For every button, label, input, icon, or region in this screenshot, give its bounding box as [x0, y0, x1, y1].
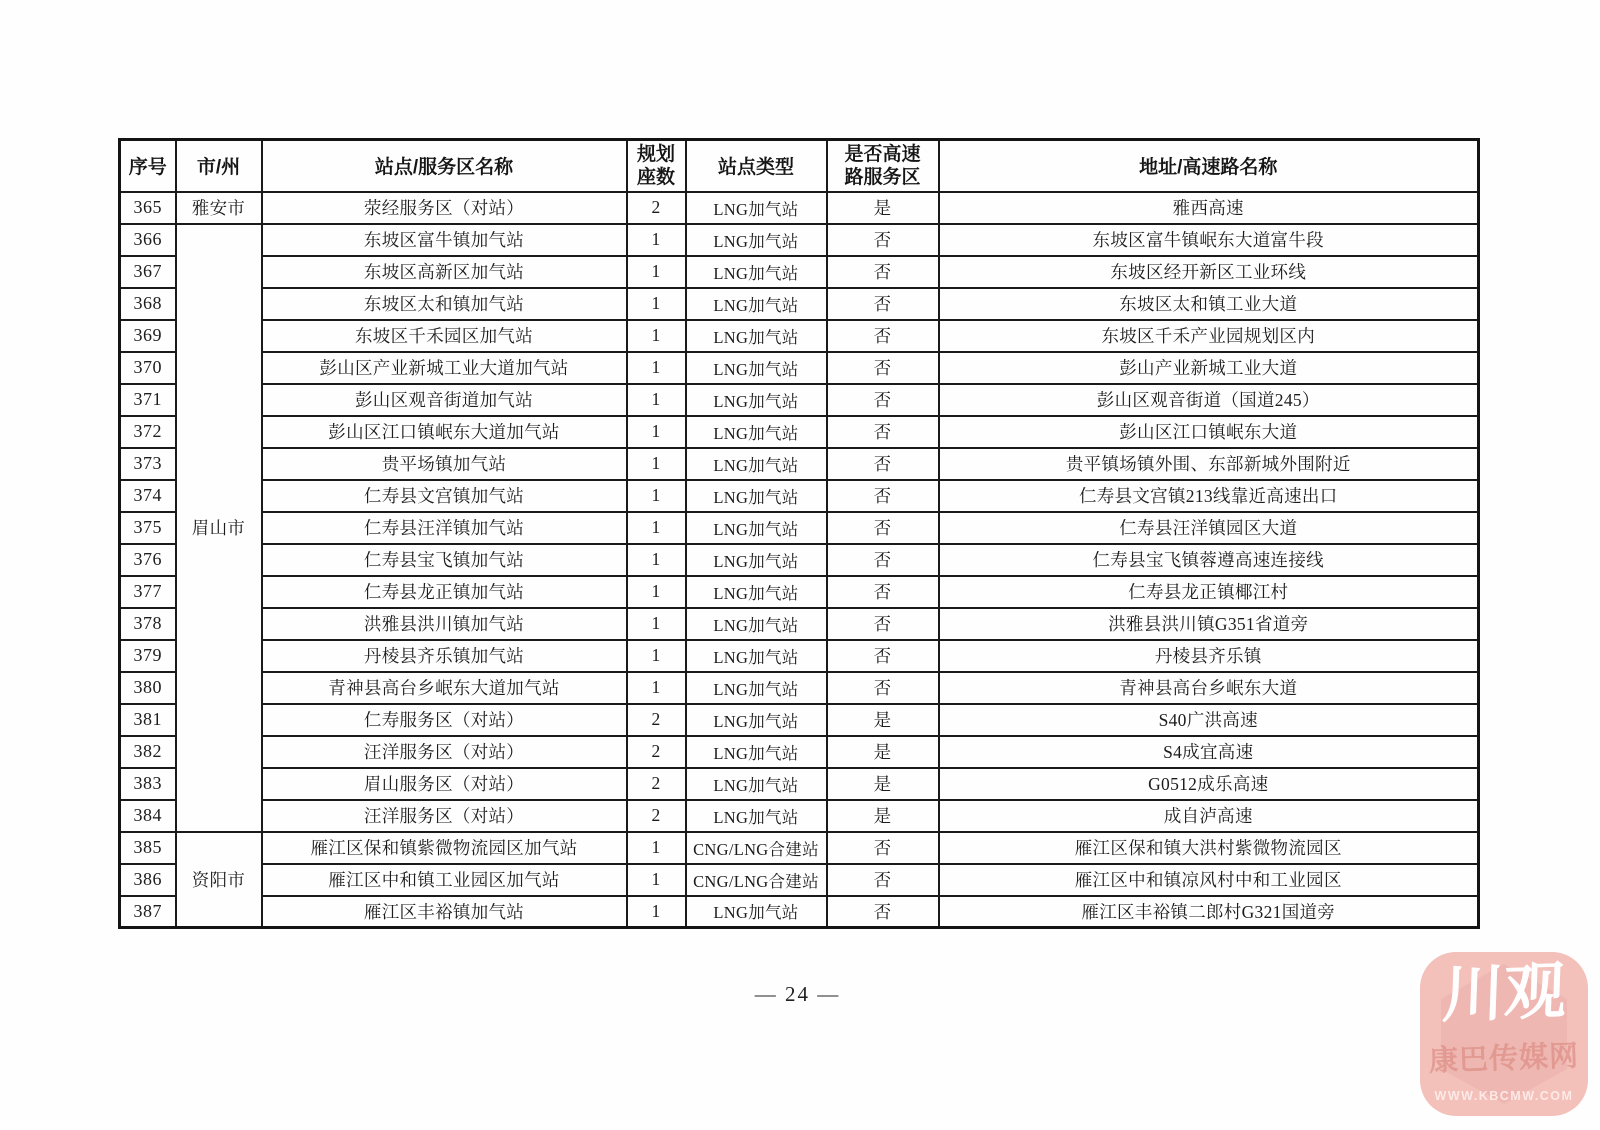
cell-station-type: LNG加气站 [686, 320, 827, 352]
cell-index: 383 [120, 768, 176, 800]
table-row [120, 384, 1479, 416]
cell-planned-count: 1 [627, 320, 686, 352]
cell-index: 378 [120, 608, 176, 640]
table-body [120, 192, 1479, 928]
cell-station-name: 汪洋服务区（对站） [262, 736, 627, 768]
cell-station-name: 东坡区富牛镇加气站 [262, 224, 627, 256]
cell-station-name: 东坡区太和镇加气站 [262, 288, 627, 320]
cell-station-type: LNG加气站 [686, 736, 827, 768]
table-row [120, 608, 1479, 640]
cell-highway-service: 否 [827, 864, 939, 896]
cell-station-type: LNG加气站 [686, 224, 827, 256]
table-row [120, 480, 1479, 512]
cell-station-name: 仁寿县龙正镇加气站 [262, 576, 627, 608]
header-highway-line1: 是否高速 [844, 143, 921, 165]
cell-station-type: LNG加气站 [686, 800, 827, 832]
cell-station-name: 彭山区观音街道加气站 [262, 384, 627, 416]
cell-index: 385 [120, 832, 176, 864]
cell-index: 376 [120, 544, 176, 576]
cell-station-name: 荥经服务区（对站） [262, 192, 627, 224]
cell-planned-count: 2 [627, 800, 686, 832]
cell-highway-service: 否 [827, 448, 939, 480]
header-address: 地址/高速路名称 [939, 140, 1479, 192]
cell-address: 彭山区观音街道（国道245） [939, 384, 1479, 416]
header-index: 序号 [120, 140, 176, 192]
cell-highway-service: 是 [827, 192, 939, 224]
table-row [120, 192, 1479, 224]
cell-station-type: LNG加气站 [686, 896, 827, 928]
cell-address: 仁寿县文宫镇213线靠近高速出口 [939, 480, 1479, 512]
cell-index: 366 [120, 224, 176, 256]
cell-index: 365 [120, 192, 176, 224]
watermark-subtitle: 康巴传媒网 [1428, 1040, 1580, 1078]
cell-planned-count: 2 [627, 192, 686, 224]
cell-station-name: 丹棱县齐乐镇加气站 [262, 640, 627, 672]
cell-highway-service: 否 [827, 608, 939, 640]
cell-station-type: LNG加气站 [686, 704, 827, 736]
table-row [120, 352, 1479, 384]
cell-highway-service: 否 [827, 384, 939, 416]
header-planned-line2: 座数 [636, 166, 675, 188]
cell-address: 东坡区富牛镇岷东大道富牛段 [939, 224, 1479, 256]
cell-station-type: LNG加气站 [686, 544, 827, 576]
cell-planned-count: 1 [627, 512, 686, 544]
table-row [120, 736, 1479, 768]
header-station-name: 站点/服务区名称 [262, 140, 627, 192]
cell-station-type: LNG加气站 [686, 576, 827, 608]
watermark [1420, 952, 1588, 1116]
cell-index: 368 [120, 288, 176, 320]
header-row [120, 140, 1479, 192]
cell-planned-count: 1 [627, 480, 686, 512]
cell-city: 雅安市 [176, 192, 262, 224]
cell-highway-service: 是 [827, 768, 939, 800]
cell-address: 雁江区丰裕镇二郎村G321国道旁 [939, 896, 1479, 928]
cell-index: 367 [120, 256, 176, 288]
cell-planned-count: 1 [627, 896, 686, 928]
cell-station-name: 贵平场镇加气站 [262, 448, 627, 480]
cell-index: 373 [120, 448, 176, 480]
cell-highway-service: 否 [827, 896, 939, 928]
table-row [120, 320, 1479, 352]
cell-station-type: CNG/LNG合建站 [686, 864, 827, 896]
cell-address: 彭山产业新城工业大道 [939, 352, 1479, 384]
cell-station-name: 雁江区中和镇工业园区加气站 [262, 864, 627, 896]
cell-station-type: LNG加气站 [686, 256, 827, 288]
cell-planned-count: 1 [627, 416, 686, 448]
stations-table [118, 138, 1480, 929]
cell-index: 371 [120, 384, 176, 416]
cell-planned-count: 1 [627, 832, 686, 864]
cell-station-name: 彭山区产业新城工业大道加气站 [262, 352, 627, 384]
cell-address: 贵平镇场镇外围、东部新城外围附近 [939, 448, 1479, 480]
cell-station-type: LNG加气站 [686, 672, 827, 704]
cell-station-type: LNG加气站 [686, 480, 827, 512]
cell-planned-count: 2 [627, 768, 686, 800]
cell-address: 东坡区经开新区工业环线 [939, 256, 1479, 288]
cell-index: 384 [120, 800, 176, 832]
cell-station-name: 仁寿服务区（对站） [262, 704, 627, 736]
cell-index: 375 [120, 512, 176, 544]
cell-station-name: 青神县高台乡岷东大道加气站 [262, 672, 627, 704]
table-row [120, 224, 1479, 256]
cell-planned-count: 1 [627, 384, 686, 416]
table-row [120, 576, 1479, 608]
cell-planned-count: 1 [627, 640, 686, 672]
cell-address: 仁寿县宝飞镇蓉遵高速连接线 [939, 544, 1479, 576]
cell-planned-count: 1 [627, 672, 686, 704]
cell-address: 雅西高速 [939, 192, 1479, 224]
cell-station-name: 东坡区千禾园区加气站 [262, 320, 627, 352]
cell-highway-service: 是 [827, 736, 939, 768]
header-planned-count [627, 140, 686, 192]
table-row [120, 544, 1479, 576]
table-row [120, 512, 1479, 544]
cell-address: 仁寿县汪洋镇园区大道 [939, 512, 1479, 544]
header-station-type: 站点类型 [686, 140, 827, 192]
cell-station-name: 汪洋服务区（对站） [262, 800, 627, 832]
header-planned-line1: 规划 [636, 143, 675, 165]
cell-highway-service: 否 [827, 480, 939, 512]
cell-station-type: LNG加气站 [686, 640, 827, 672]
cell-station-name: 雁江区保和镇紫微物流园区加气站 [262, 832, 627, 864]
table-row [120, 768, 1479, 800]
cell-planned-count: 1 [627, 448, 686, 480]
cell-index: 369 [120, 320, 176, 352]
cell-index: 381 [120, 704, 176, 736]
cell-address: 东坡区太和镇工业大道 [939, 288, 1479, 320]
cell-address: S4成宜高速 [939, 736, 1479, 768]
cell-planned-count: 2 [627, 704, 686, 736]
cell-address: 青神县高台乡岷东大道 [939, 672, 1479, 704]
cell-address: S40广洪高速 [939, 704, 1479, 736]
cell-highway-service: 否 [827, 416, 939, 448]
cell-city: 眉山市 [176, 224, 262, 832]
cell-station-type: CNG/LNG合建站 [686, 832, 827, 864]
table-row [120, 800, 1479, 832]
cell-station-name: 眉山服务区（对站） [262, 768, 627, 800]
cell-index: 379 [120, 640, 176, 672]
cell-index: 380 [120, 672, 176, 704]
cell-highway-service: 否 [827, 640, 939, 672]
cell-station-type: LNG加气站 [686, 352, 827, 384]
cell-address: 丹棱县齐乐镇 [939, 640, 1479, 672]
cell-station-name: 东坡区高新区加气站 [262, 256, 627, 288]
cell-index: 382 [120, 736, 176, 768]
cell-station-name: 洪雅县洪川镇加气站 [262, 608, 627, 640]
cell-city: 资阳市 [176, 832, 262, 928]
cell-station-name: 仁寿县文宫镇加气站 [262, 480, 627, 512]
table-row [120, 672, 1479, 704]
cell-address: 东坡区千禾产业园规划区内 [939, 320, 1479, 352]
cell-station-type: LNG加气站 [686, 384, 827, 416]
page-number: — 24 — [754, 982, 841, 1006]
cell-highway-service: 否 [827, 320, 939, 352]
cell-planned-count: 1 [627, 256, 686, 288]
cell-index: 374 [120, 480, 176, 512]
cell-address: 洪雅县洪川镇G351省道旁 [939, 608, 1479, 640]
cell-station-name: 雁江区丰裕镇加气站 [262, 896, 627, 928]
cell-index: 372 [120, 416, 176, 448]
cell-index: 387 [120, 896, 176, 928]
cell-address: 仁寿县龙正镇椰江村 [939, 576, 1479, 608]
cell-highway-service: 否 [827, 512, 939, 544]
cell-planned-count: 1 [627, 288, 686, 320]
cell-highway-service: 否 [827, 288, 939, 320]
cell-planned-count: 1 [627, 576, 686, 608]
cell-planned-count: 1 [627, 608, 686, 640]
cell-planned-count: 1 [627, 544, 686, 576]
cell-station-type: LNG加气站 [686, 448, 827, 480]
cell-highway-service: 是 [827, 800, 939, 832]
cell-address: 成自泸高速 [939, 800, 1479, 832]
cell-highway-service: 否 [827, 352, 939, 384]
cell-highway-service: 否 [827, 672, 939, 704]
cell-highway-service: 否 [827, 544, 939, 576]
cell-highway-service: 否 [827, 224, 939, 256]
table-row [120, 896, 1479, 928]
cell-planned-count: 1 [627, 864, 686, 896]
cell-station-type: LNG加气站 [686, 512, 827, 544]
cell-highway-service: 否 [827, 256, 939, 288]
table-row [120, 640, 1479, 672]
cell-index: 370 [120, 352, 176, 384]
table-header [120, 140, 1479, 192]
cell-station-type: LNG加气站 [686, 608, 827, 640]
watermark-title: 川观 [1440, 957, 1568, 1031]
cell-address: 彭山区江口镇岷东大道 [939, 416, 1479, 448]
cell-planned-count: 2 [627, 736, 686, 768]
cell-station-name: 彭山区江口镇岷东大道加气站 [262, 416, 627, 448]
table-row [120, 832, 1479, 864]
cell-highway-service: 是 [827, 704, 939, 736]
cell-highway-service: 否 [827, 832, 939, 864]
table-row [120, 416, 1479, 448]
cell-station-type: LNG加气站 [686, 768, 827, 800]
cell-index: 377 [120, 576, 176, 608]
table-row [120, 704, 1479, 736]
table-row [120, 448, 1479, 480]
table-row [120, 288, 1479, 320]
header-city: 市/州 [176, 140, 262, 192]
cell-planned-count: 1 [627, 352, 686, 384]
cell-station-name: 仁寿县宝飞镇加气站 [262, 544, 627, 576]
cell-planned-count: 1 [627, 224, 686, 256]
cell-station-type: LNG加气站 [686, 192, 827, 224]
cell-address: 雁江区中和镇凉风村中和工业园区 [939, 864, 1479, 896]
table-row [120, 256, 1479, 288]
cell-address: 雁江区保和镇大洪村紫微物流园区 [939, 832, 1479, 864]
table-row [120, 864, 1479, 896]
header-highway-service [827, 140, 939, 192]
cell-address: G0512成乐高速 [939, 768, 1479, 800]
watermark-url: WWW.KBCMW.COM [1434, 1089, 1574, 1103]
header-highway-line2: 路服务区 [844, 166, 921, 188]
cell-highway-service: 否 [827, 576, 939, 608]
cell-station-type: LNG加气站 [686, 416, 827, 448]
cell-index: 386 [120, 864, 176, 896]
cell-station-type: LNG加气站 [686, 288, 827, 320]
cell-station-name: 仁寿县汪洋镇加气站 [262, 512, 627, 544]
